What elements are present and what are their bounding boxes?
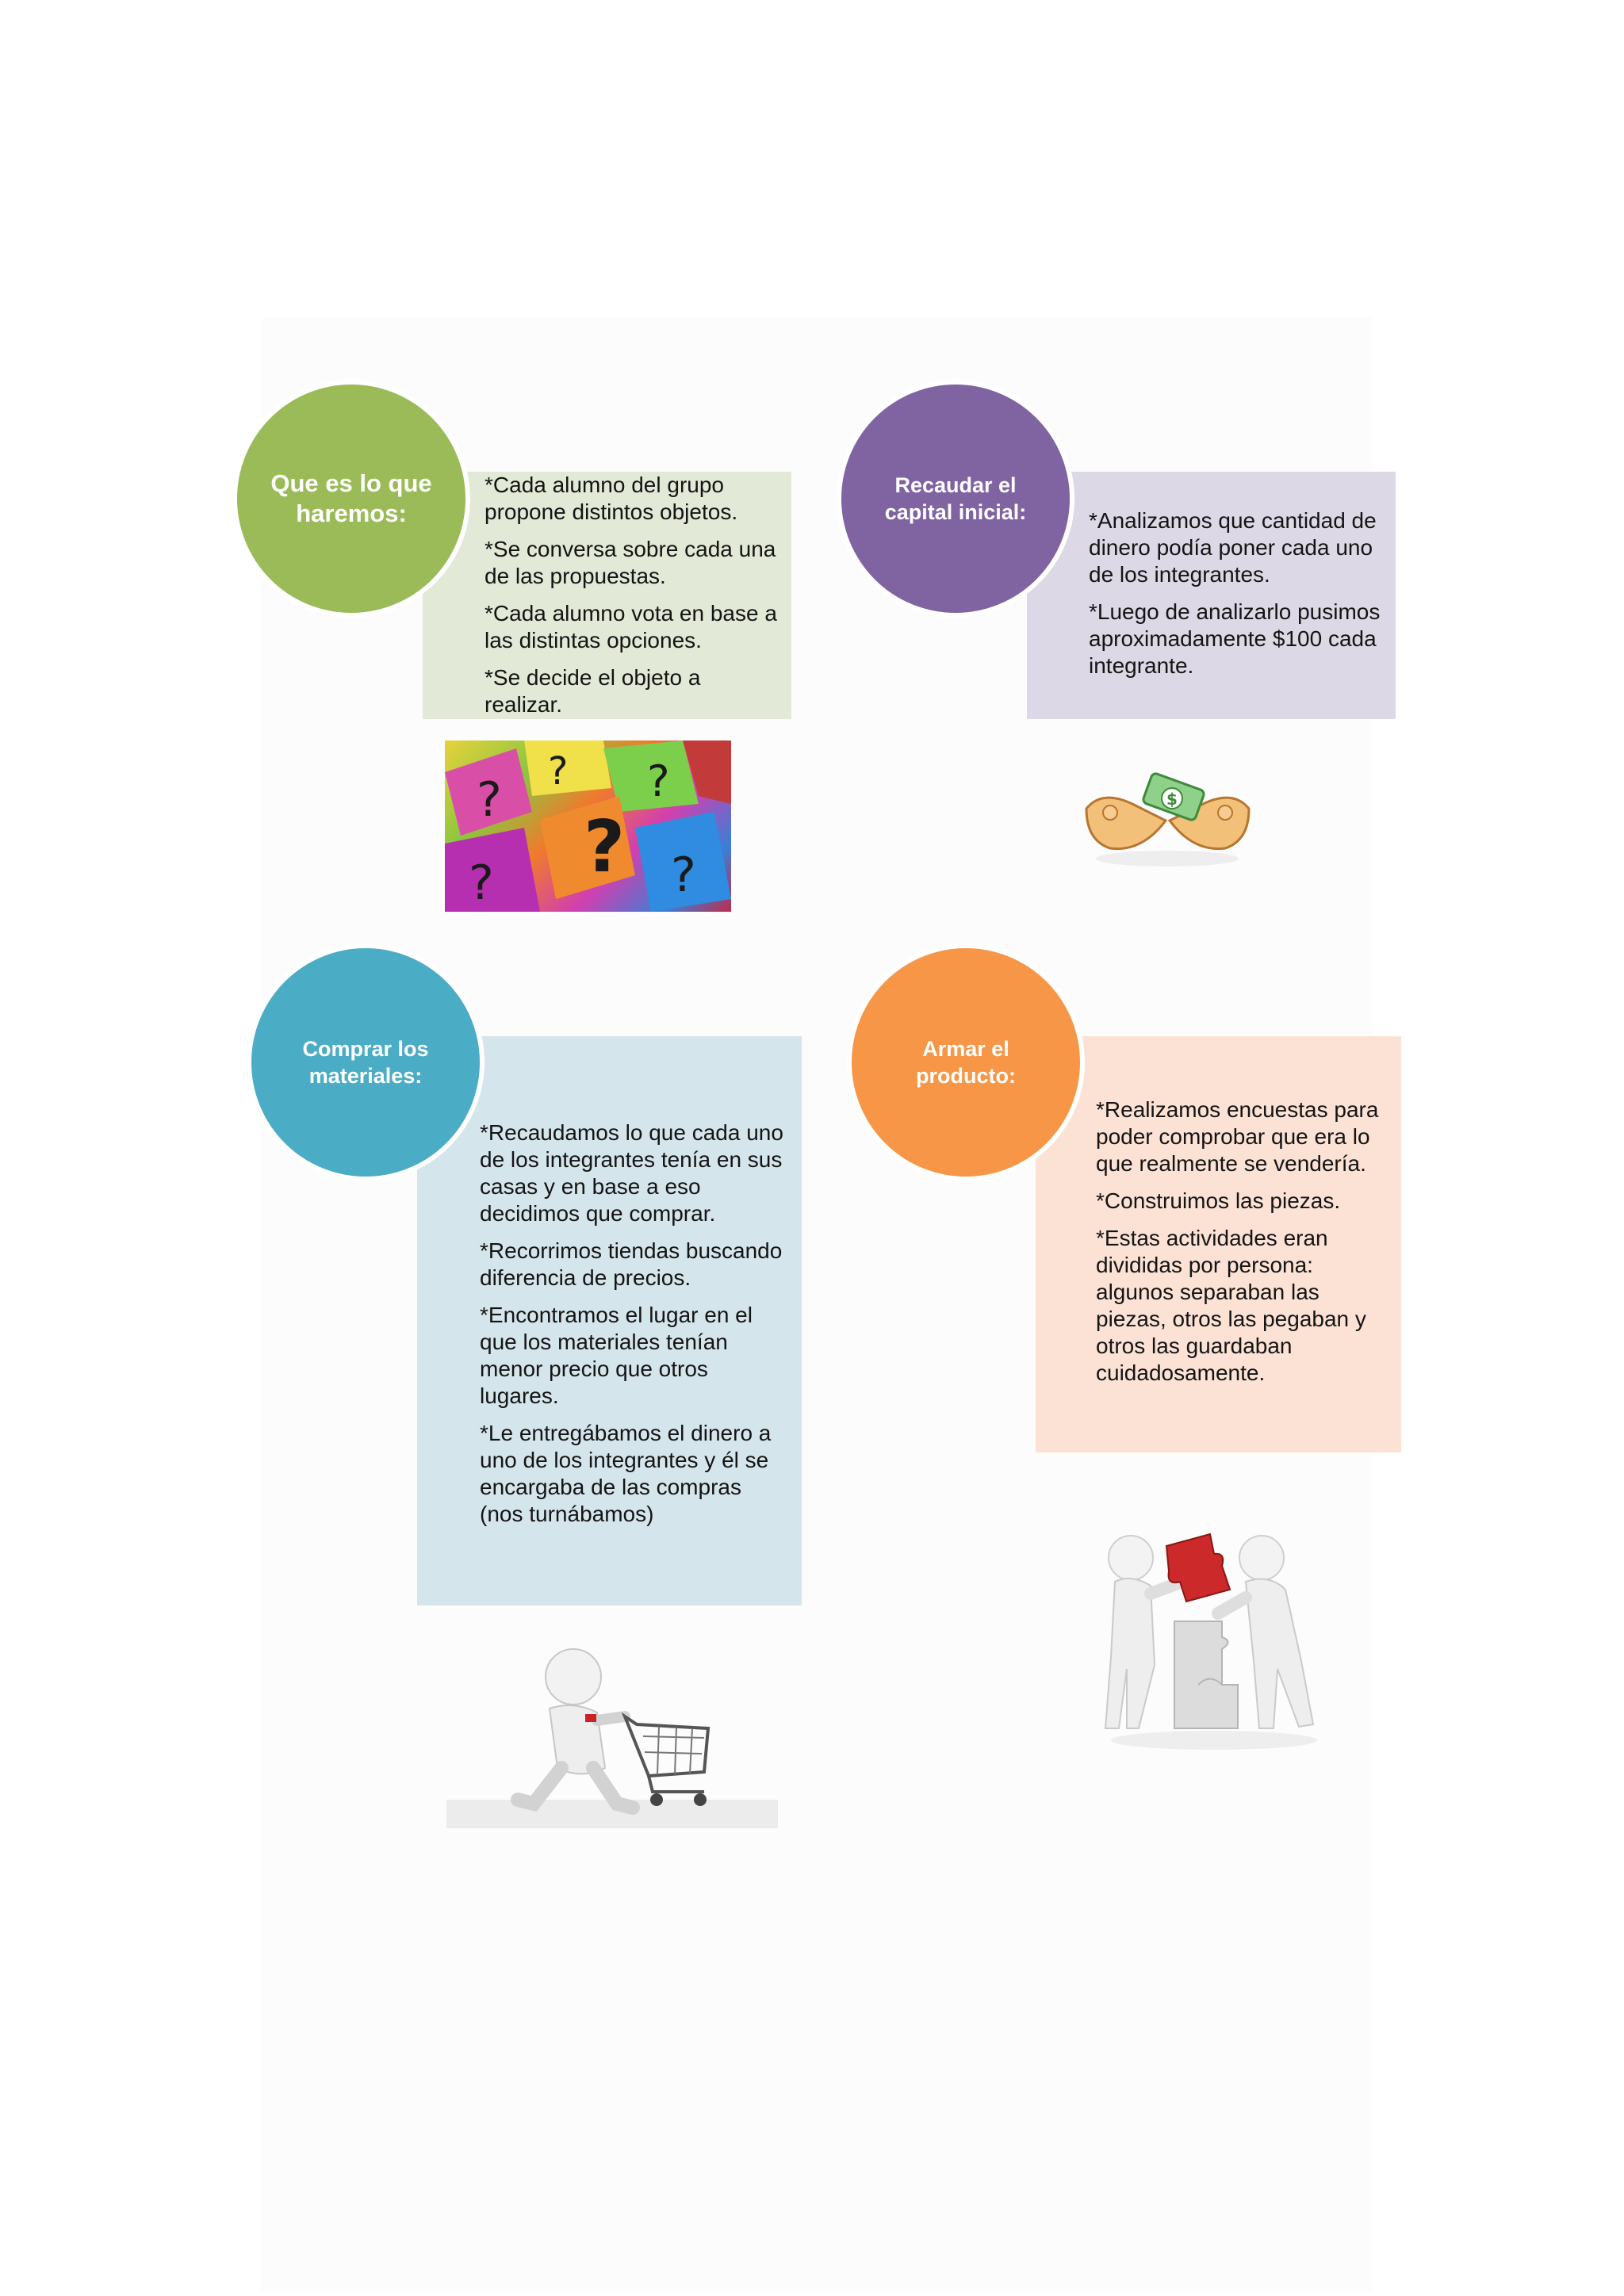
step-2-title: Recaudar el capital inicial:: [884, 473, 1027, 524]
step-3-item-3: *Encontramos el lugar en el que los materiales tenían menor precio que otros lugares.: [480, 1303, 753, 1408]
step-2-item-1: *Analizamos que cantidad de dinero podía poner cada uno de los integrantes.: [1089, 508, 1377, 587]
svg-text:?: ?: [584, 806, 626, 889]
step-1-text-box: [423, 472, 791, 719]
step-3-text-box: [417, 1036, 802, 1605]
svg-text:?: ?: [671, 848, 696, 903]
shopping-cart-image: [446, 1641, 778, 1828]
step-2-circle: [837, 380, 1074, 618]
step-4-title: Armar el producto:: [916, 1037, 1016, 1088]
step-3-item-1: *Recaudamos lo que cada uno de los integrantes tenía en sus casas y en base a eso decidimos que comprar.: [480, 1120, 783, 1226]
svg-text:?: ?: [469, 855, 494, 911]
step-1-title: Que es lo que haremos:: [270, 469, 432, 527]
step-3-item-2: *Recorrimos tiendas buscando diferencia de precios.: [480, 1238, 783, 1290]
svg-text:?: ?: [477, 772, 502, 828]
svg-text:$: $: [1166, 790, 1178, 809]
step-1-item-1: *Cada alumno del grupo propone distintos objetos.: [485, 473, 738, 524]
step-4-circle: [847, 943, 1085, 1181]
svg-text:?: ?: [548, 749, 569, 794]
question-marks-image: [445, 740, 731, 912]
step-3-item-4: *Le entregábamos el dinero a uno de los integrantes y él se encargaba de las compras (nos turnábamos): [480, 1421, 772, 1526]
step-4-text-box: [1036, 1036, 1401, 1452]
step-2-item-2: *Luego de analizarlo pusimos aproximadamente $100 cada integrante.: [1089, 599, 1381, 678]
step-2-text-box: [1027, 472, 1396, 719]
money-hands-image: [1078, 765, 1257, 872]
step-1-item-3: *Cada alumno vota en base a las distintas opciones.: [485, 601, 777, 652]
step-3-circle: [247, 943, 485, 1181]
step-4-item-2: *Construimos las piezas.: [1096, 1188, 1341, 1213]
puzzle-assembly-image: [1083, 1498, 1345, 1760]
step-3-title: Comprar los materiales:: [302, 1037, 429, 1088]
step-4-item-3: *Estas actividades eran divididas por persona: algunos separaban las piezas, otros las pegaban y otros las guardaban cuidadosamente.: [1096, 1226, 1366, 1385]
step-1-circle: [232, 380, 470, 618]
step-1-item-4: *Se decide el objeto a realizar.: [485, 665, 701, 717]
svg-text:?: ?: [647, 756, 670, 806]
step-1-item-2: *Se conversa sobre cada una de las propuestas.: [485, 537, 776, 588]
step-4-item-1: *Realizamos encuestas para poder comprobar que era lo que realmente se vendería.: [1096, 1097, 1379, 1176]
